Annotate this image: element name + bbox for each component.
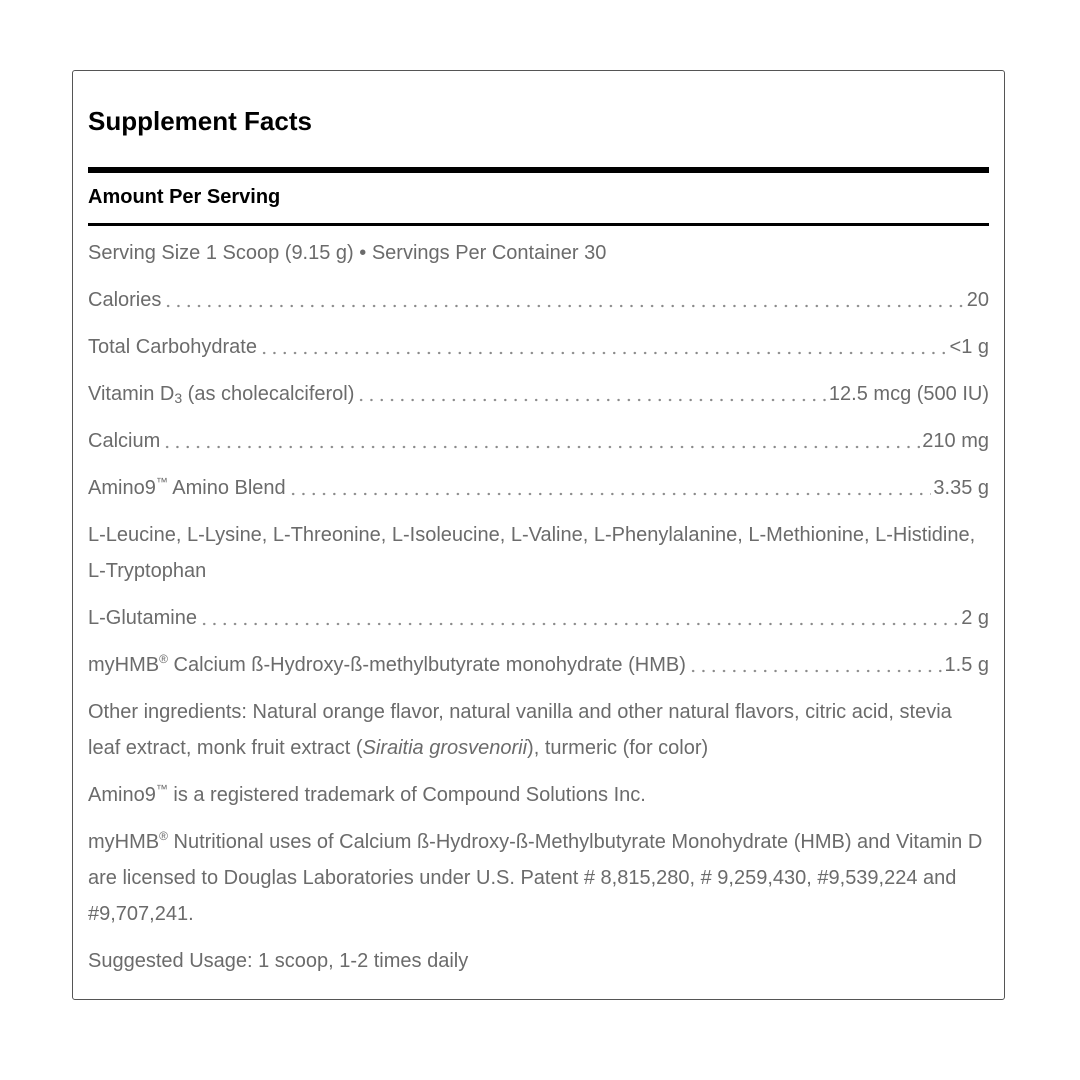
- facts-rows: [88, 235, 989, 979]
- license-note: [88, 824, 989, 932]
- supplement-facts-panel: [72, 70, 1005, 1000]
- text: myHMB: [88, 831, 160, 853]
- label-text: Amino Blend: [167, 477, 286, 499]
- nutrient-label: L-Glutamine: [88, 607, 197, 629]
- nutrient-row-vitamin-d3: [88, 376, 989, 412]
- amino-blend-components: L-Leucine, L-Lysine, L-Threonine, L-Isoleucine, L-Valine, L-Phenylalanine, L-Methionine, L-Histidine, L-Tryptophan: [88, 524, 976, 582]
- label-text: Vitamin D: [88, 383, 175, 405]
- nutrient-value: <1 g: [949, 336, 989, 358]
- suggested-usage: Suggested Usage: 1 scoop, 1-2 times daily: [88, 950, 469, 972]
- thick-divider: [88, 167, 989, 173]
- text: Other ingredients: Natural orange flavor, natural vanilla and other natural flavors, citric acid, stevia leaf extract, monk fruit extract (: [88, 701, 952, 759]
- panel-title: Supplement Facts: [88, 106, 312, 136]
- nutrient-row-carbohydrate: [88, 329, 989, 365]
- subscript: 3: [174, 390, 183, 406]
- nutrient-value: 2 g: [961, 607, 989, 629]
- label-text: (as cholecalciferol): [182, 383, 355, 405]
- nutrient-label: Total Carbohydrate: [88, 336, 257, 358]
- label-text: myHMB: [88, 654, 160, 676]
- trademark-note: [88, 777, 989, 813]
- nutrient-row-calcium: [88, 423, 989, 459]
- registered-symbol: ®: [159, 652, 168, 666]
- dot-leader: [259, 351, 948, 355]
- nutrient-row-hmb: [88, 647, 989, 683]
- nutrient-value: 210 mg: [922, 430, 989, 452]
- text: is a registered trademark of Compound Solutions Inc.: [167, 784, 646, 806]
- dot-leader: [688, 669, 943, 673]
- registered-symbol: ®: [159, 829, 168, 843]
- species-name: Siraitia grosvenorii: [362, 737, 528, 759]
- amount-per-serving-heading: Amount Per Serving: [88, 186, 281, 208]
- nutrient-label: [88, 647, 686, 683]
- label-text: Amino9: [88, 477, 156, 499]
- nutrient-value: 20: [966, 289, 989, 311]
- trademark-symbol: ™: [155, 475, 168, 489]
- text: Nutritional uses of Calcium ß-Hydroxy-ß-Methylbutyrate Monohydrate (HMB) and Vitamin D are licensed to Douglas Laboratories under U.S. Patent # 8,815,280, # 9,259,430, #9,539,224 and #9,707,241.: [88, 831, 983, 925]
- dot-leader: [162, 445, 920, 449]
- text: Amino9: [88, 784, 156, 806]
- serving-info: Serving Size 1 Scoop (9.15 g) • Servings Per Container 30: [88, 242, 607, 264]
- other-ingredients: [88, 694, 989, 766]
- nutrient-label: Calcium: [88, 430, 161, 452]
- dot-leader: [288, 492, 932, 496]
- trademark-symbol: ™: [155, 782, 168, 796]
- nutrient-label: [88, 376, 354, 412]
- nutrient-row-glutamine: [88, 600, 989, 636]
- nutrient-value: 3.35 g: [933, 477, 989, 499]
- nutrient-value: 12.5 mcg (500 IU): [828, 383, 989, 405]
- dot-leader: [163, 304, 964, 308]
- nutrient-label: Calories: [88, 289, 162, 311]
- dot-leader: [356, 398, 827, 402]
- thin-divider: [88, 223, 989, 226]
- nutrient-label: [88, 470, 286, 506]
- text: ), turmeric (for color): [527, 737, 709, 759]
- dot-leader: [199, 622, 959, 626]
- label-text: Calcium ß-Hydroxy-ß-methylbutyrate monohydrate (HMB): [167, 654, 686, 676]
- nutrient-value: 1.5 g: [944, 654, 989, 676]
- nutrient-row-calories: [88, 282, 989, 318]
- nutrient-row-amino-blend: [88, 470, 989, 506]
